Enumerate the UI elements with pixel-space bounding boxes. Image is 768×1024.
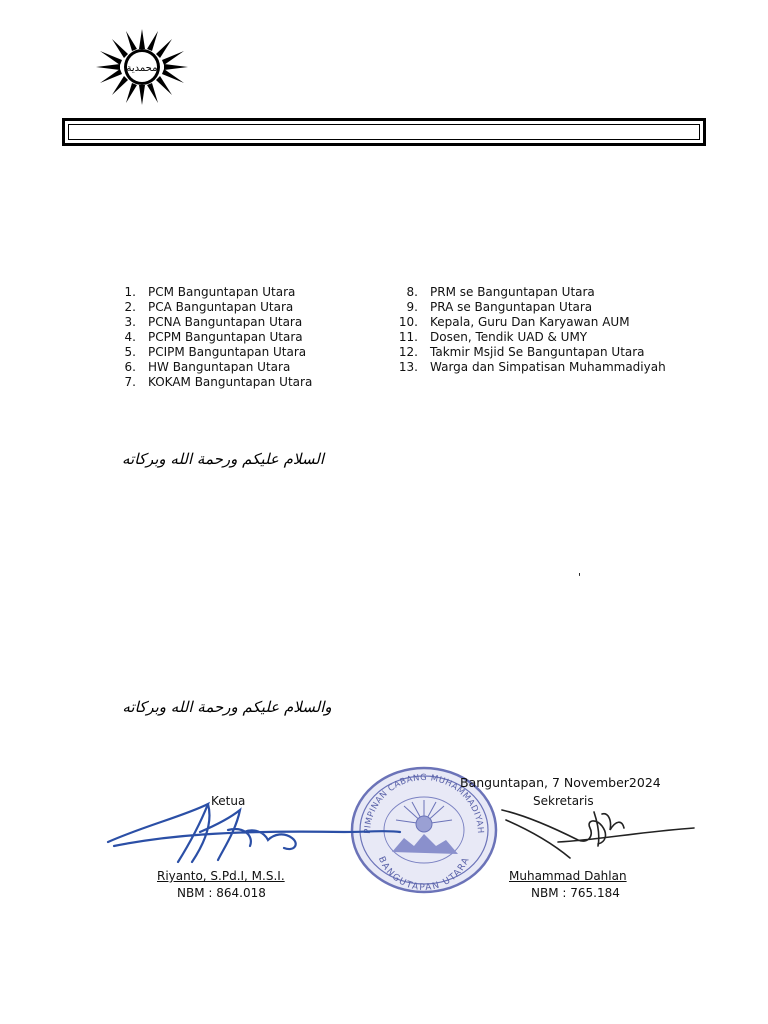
list-item: 6. HW Banguntapan Utara (124, 360, 291, 374)
list-item: 13. Warga dan Simpatisan Muhammadiyah (398, 360, 666, 374)
stray-mark: ' (578, 571, 582, 584)
chairman-nbm: NBM : 864.018 (177, 886, 266, 900)
list-item: 9. PRA se Banguntapan Utara (406, 300, 593, 314)
list-item: 3. PCNA Banguntapan Utara (124, 315, 303, 329)
stamp-bottom-text: BANGUTAPAN UTARA (375, 855, 473, 894)
header-box (62, 118, 706, 146)
place-date: Banguntapan, 7 November2024 (460, 775, 661, 790)
signature-secretary (498, 800, 698, 866)
list-item: 1. PCM Banguntapan Utara (124, 285, 296, 299)
arabic-greeting-closing (122, 690, 332, 722)
recipient-list-right (392, 285, 666, 375)
muhammadiyah-logo (94, 28, 190, 106)
signature-chairman (104, 796, 404, 868)
secretary-name: Muhammad Dahlan (509, 869, 627, 883)
list-item: 12. Takmir Msjid Se Banguntapan Utara (398, 345, 645, 359)
arabic-opening-text: السلام عليكم ورحمة الله وبركاته (122, 450, 324, 468)
list-item: 10. Kepala, Guru Dan Karyawan AUM (398, 315, 630, 329)
list-item: 8. PRM se Banguntapan Utara (406, 285, 595, 299)
arabic-closing-text: والسلام عليكم ورحمة الله وبركاته (122, 698, 332, 716)
header-box-inner (68, 124, 700, 140)
logo-text: محمدية (126, 63, 158, 74)
arabic-greeting-opening (122, 440, 324, 474)
role-secretary: Sekretaris (533, 794, 594, 808)
stamp-top-text: PIMPINAN CABANG MUHAMMADIYAH (362, 772, 486, 835)
recipient-list-left (110, 285, 312, 390)
list-item: 11. Dosen, Tendik UAD & UMY (398, 330, 588, 344)
list-item: 5. PCIPM Banguntapan Utara (124, 345, 307, 359)
list-item: 7. KOKAM Banguntapan Utara (124, 375, 313, 389)
role-chairman: Ketua (211, 794, 246, 808)
secretary-nbm: NBM : 765.184 (531, 886, 620, 900)
list-item: 4. PCPM Banguntapan Utara (124, 330, 303, 344)
list-item: 2. PCA Banguntapan Utara (124, 300, 294, 314)
chairman-name: Riyanto, S.Pd.I, M.S.I. (157, 869, 285, 883)
